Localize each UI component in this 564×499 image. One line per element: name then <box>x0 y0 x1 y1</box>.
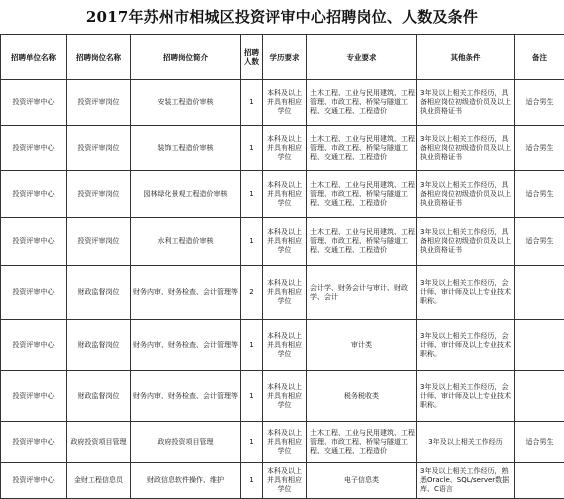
cell-remarks: 适合男生 <box>515 171 564 218</box>
cell-count: 1 <box>241 371 263 422</box>
cell-remarks: 适合男生 <box>515 126 564 171</box>
cell-unit: 投资评审中心 <box>1 371 67 422</box>
cell-other: 3年及以上相关工作经历，会计师、审计师及以上专业技术职称。 <box>417 266 515 320</box>
cell-unit: 投资评审中心 <box>1 171 67 218</box>
cell-description: 政府投资项目管理 <box>131 422 241 463</box>
cell-other: 3年及以上相关工作经历，熟悉Oracle、SQL/server数据库、C语言 <box>417 463 515 499</box>
cell-count: 1 <box>241 422 263 463</box>
cell-major: 会计学、财务会计与审计、财政学、会计 <box>307 266 417 320</box>
header-count: 招聘人数 <box>241 35 263 80</box>
cell-position: 投资评审岗位 <box>67 218 131 266</box>
cell-unit: 投资评审中心 <box>1 218 67 266</box>
header-education: 学历要求 <box>263 35 307 80</box>
cell-unit: 投资评审中心 <box>1 266 67 320</box>
cell-education: 本科及以上并具有相应学位 <box>263 218 307 266</box>
cell-description: 财务内审、财务检查、会计管理等 <box>131 320 241 371</box>
cell-position: 金财工程信息员 <box>67 463 131 499</box>
cell-remarks <box>515 463 564 499</box>
cell-description: 园林绿化景观工程造价审核 <box>131 171 241 218</box>
cell-major: 审计类 <box>307 320 417 371</box>
cell-major: 土木工程、工业与民用建筑、工程管理、市政工程、桥梁与隧道工程、交通工程、工程造价 <box>307 171 417 218</box>
table-header-row <box>1 35 564 80</box>
cell-unit: 投资评审中心 <box>1 422 67 463</box>
cell-count: 1 <box>241 320 263 371</box>
cell-count: 2 <box>241 266 263 320</box>
table-row <box>1 218 564 266</box>
cell-unit: 投资评审中心 <box>1 80 67 126</box>
cell-major: 土木工程、工业与民用建筑、工程管理、市政工程、桥梁与隧道工程、交通工程、工程造价 <box>307 218 417 266</box>
table-row <box>1 422 564 463</box>
cell-education: 本科及以上并具有相应学位 <box>263 80 307 126</box>
cell-unit: 投资评审中心 <box>1 126 67 171</box>
cell-other: 3年及以上相关工作经历，具备相应岗位初级造价员及以上执业资格证书 <box>417 80 515 126</box>
cell-major: 税务税收类 <box>307 371 417 422</box>
cell-position: 财政监督岗位 <box>67 371 131 422</box>
cell-unit: 投资评审中心 <box>1 320 67 371</box>
cell-major: 土木工程、工业与民用建筑、工程管理、市政工程、桥梁与隧道工程、交通工程、工程造价 <box>307 422 417 463</box>
cell-remarks <box>515 320 564 371</box>
header-position: 招聘岗位名称 <box>67 35 131 80</box>
cell-other: 3年及以上相关工作经历，会计师、审计师及以上专业技术职称。 <box>417 320 515 371</box>
cell-description: 水利工程造价审核 <box>131 218 241 266</box>
cell-description: 财政信息软件操作、维护 <box>131 463 241 499</box>
cell-education: 本科及以上并具有相应学位 <box>263 171 307 218</box>
cell-education: 本科及以上并具有相应学位 <box>263 422 307 463</box>
header-other: 其他条件 <box>417 35 515 80</box>
table-row <box>1 463 564 499</box>
cell-remarks <box>515 371 564 422</box>
cell-education: 本科及以上并具有相应学位 <box>263 371 307 422</box>
cell-remarks: 适合男生 <box>515 422 564 463</box>
cell-other: 3年及以上相关工作经历，具备相应岗位初级造价员及以上执业资格证书 <box>417 171 515 218</box>
table-row <box>1 126 564 171</box>
cell-description: 安装工程造价审核 <box>131 80 241 126</box>
cell-count: 1 <box>241 126 263 171</box>
cell-major: 电子信息类 <box>307 463 417 499</box>
table-row <box>1 371 564 422</box>
header-major: 专业要求 <box>307 35 417 80</box>
cell-other: 3年及以上相关工作经历，具备相应岗位初级造价员及以上执业资格证书 <box>417 126 515 171</box>
cell-description: 财务内审、财务检查、会计管理等 <box>131 266 241 320</box>
cell-position: 投资评审岗位 <box>67 80 131 126</box>
cell-count: 1 <box>241 218 263 266</box>
table-row <box>1 320 564 371</box>
page-title: 2017年苏州市相城区投资评审中心招聘岗位、人数及条件 <box>0 0 564 34</box>
cell-remarks: 适合男生 <box>515 218 564 266</box>
cell-count: 1 <box>241 463 263 499</box>
header-description: 招聘岗位简介 <box>131 35 241 80</box>
cell-remarks <box>515 266 564 320</box>
cell-position: 投资评审岗位 <box>67 126 131 171</box>
cell-other: 3年及以上相关工作经历，会计师、审计师及以上专业技术职称。 <box>417 371 515 422</box>
cell-education: 本科及以上并具有相应学位 <box>263 463 307 499</box>
cell-position: 财政监督岗位 <box>67 266 131 320</box>
cell-other: 3年及以上相关工作经历，具备相应岗位初级造价员及以上执业资格证书 <box>417 218 515 266</box>
cell-description: 财务内审、财务检查、会计管理等 <box>131 371 241 422</box>
cell-unit: 投资评审中心 <box>1 463 67 499</box>
cell-major: 土木工程、工业与民用建筑、工程管理、市政工程、桥梁与隧道工程、交通工程、工程造价 <box>307 80 417 126</box>
table-row <box>1 80 564 126</box>
cell-position: 政府投资项目管理 <box>67 422 131 463</box>
cell-position: 投资评审岗位 <box>67 171 131 218</box>
table-row <box>1 266 564 320</box>
cell-education: 本科及以上并具有相应学位 <box>263 320 307 371</box>
cell-remarks: 适合男生 <box>515 80 564 126</box>
cell-other: 3年及以上相关工作经历 <box>417 422 515 463</box>
cell-education: 本科及以上并具有相应学位 <box>263 266 307 320</box>
recruitment-table <box>0 34 564 499</box>
cell-position: 财政监督岗位 <box>67 320 131 371</box>
cell-description: 装饰工程造价审核 <box>131 126 241 171</box>
header-unit: 招聘单位名称 <box>1 35 67 80</box>
cell-count: 1 <box>241 171 263 218</box>
header-remarks: 备注 <box>515 35 564 80</box>
cell-major: 土木工程、工业与民用建筑、工程管理、市政工程、桥梁与隧道工程、交通工程、工程造价 <box>307 126 417 171</box>
cell-count: 1 <box>241 80 263 126</box>
table-row <box>1 171 564 218</box>
cell-education: 本科及以上并具有相应学位 <box>263 126 307 171</box>
